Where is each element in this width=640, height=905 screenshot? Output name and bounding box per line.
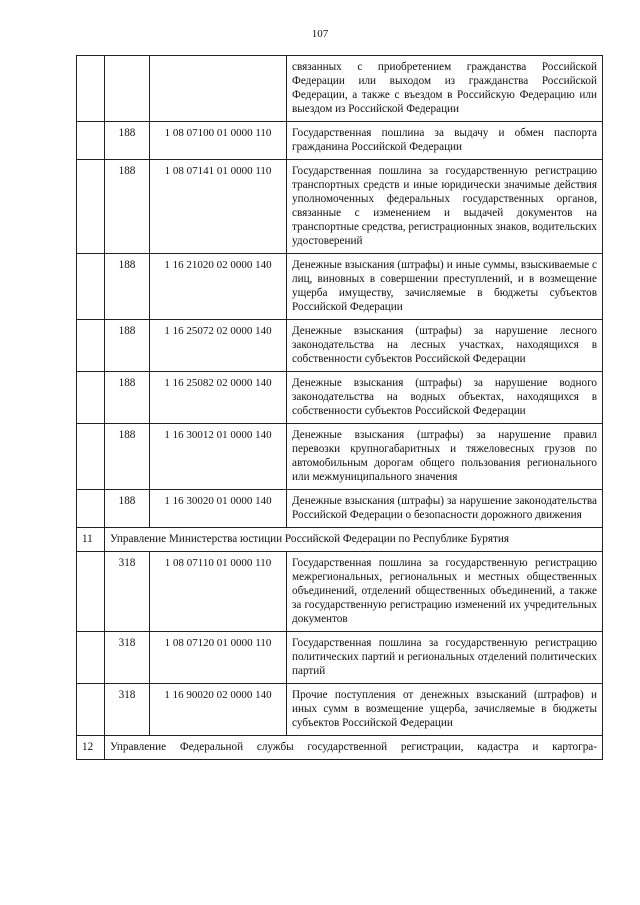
row-number-cell [77,632,105,684]
admin-code-cell: 318 [105,684,150,736]
description-cell: связанных с приобретением гражданства Российской Федерации или выходом из гражданства Российской Федерации, а также с въездом в Российскую Федерацию или выездом из Российской Федерации [287,56,603,122]
description-cell: Государственная пошлина за государственную регистрацию политических партий и региональных отделений политических партий [287,632,603,684]
table-row [77,552,603,632]
row-number-cell [77,490,105,528]
page-number: 107 [311,28,329,40]
org-name-cell: Управление Министерства юстиции Российской Федерации по Республике Бурятия [105,528,603,552]
description-cell: Денежные взыскания (штрафы) за нарушение водного законодательства на водных объектах, находящихся в собственности субъектов Российской Федерации [287,372,603,424]
description-cell: Прочие поступления от денежных взысканий (штрафов) и иных сумм в возмещение ущерба, зачисляемые в бюджеты субъектов Российской Федерации [287,684,603,736]
budget-code-cell: 1 16 90020 02 0000 140 [150,684,287,736]
row-number-cell [77,122,105,160]
budget-code-cell: 1 16 21020 02 0000 140 [150,254,287,320]
admin-code-cell: 188 [105,320,150,372]
org-number-cell: 12 [77,736,105,760]
org-number-cell: 11 [77,528,105,552]
description-cell: Государственная пошлина за выдачу и обмен паспорта гражданина Российской Федерации [287,122,603,160]
description-cell: Государственная пошлина за государственную регистрацию межрегиональных, региональных и местных общественных объединений, отделений общественных объединений, а также за государственную регистрацию изменений их учредительных документов [287,552,603,632]
table-row [77,372,603,424]
description-cell: Государственная пошлина за государственную регистрацию транспортных средств и иные юридически значимые действия уполномоченных федеральных государственных органов, связанные с изменением и выдачей документов на транспортные средства, регистрационных знаков, водительских удостоверений [287,160,603,254]
revenue-classification-table [76,55,603,760]
admin-code-cell: 318 [105,632,150,684]
admin-code-cell: 188 [105,372,150,424]
budget-code-cell: 1 16 30020 01 0000 140 [150,490,287,528]
table-row [77,490,603,528]
admin-code-cell: 188 [105,424,150,490]
admin-code-cell: 318 [105,552,150,632]
budget-code-cell: 1 08 07110 01 0000 110 [150,552,287,632]
row-number-cell [77,160,105,254]
description-cell: Денежные взыскания (штрафы) и иные суммы, взыскиваемые с лиц, виновных в совершении преступлений, и в возмещение ущерба имуществу, зачисляемые в бюджеты субъектов Российской Федерации [287,254,603,320]
org-name-cell: Управление Федеральной службы государственной регистрации, кадастра и картогра- [105,736,603,760]
table-row [77,254,603,320]
row-number-cell [77,424,105,490]
admin-code-cell: 188 [105,122,150,160]
row-number-cell [77,684,105,736]
description-cell: Денежные взыскания (штрафы) за нарушение правил перевозки крупногабаритных и тяжеловесных грузов по автомобильным дорогам общего пользования регионального или межмуниципального значения [287,424,603,490]
table-row [77,424,603,490]
description-cell: Денежные взыскания (штрафы) за нарушение законодательства Российской Федерации о безопасности дорожного движения [287,490,603,528]
budget-code-cell: 1 08 07141 01 0000 110 [150,160,287,254]
row-number-cell [77,372,105,424]
admin-code-cell: 188 [105,160,150,254]
admin-code-cell [105,56,150,122]
budget-code-cell [150,56,287,122]
budget-code-cell: 1 08 07120 01 0000 110 [150,632,287,684]
table-row [77,122,603,160]
table-row [77,632,603,684]
admin-code-cell: 188 [105,490,150,528]
org-header-row [77,528,603,552]
row-number-cell [77,254,105,320]
org-header-row [77,736,603,760]
row-number-cell [77,320,105,372]
description-cell: Денежные взыскания (штрафы) за нарушение лесного законодательства на лесных участках, находящихся в собственности субъектов Российской Федерации [287,320,603,372]
budget-code-cell: 1 16 25082 02 0000 140 [150,372,287,424]
table-row [77,320,603,372]
budget-code-cell: 1 16 30012 01 0000 140 [150,424,287,490]
table-row [77,160,603,254]
row-number-cell [77,552,105,632]
row-number-cell [77,56,105,122]
table-row [77,684,603,736]
table-row [77,56,603,122]
budget-code-cell: 1 16 25072 02 0000 140 [150,320,287,372]
admin-code-cell: 188 [105,254,150,320]
budget-code-cell: 1 08 07100 01 0000 110 [150,122,287,160]
